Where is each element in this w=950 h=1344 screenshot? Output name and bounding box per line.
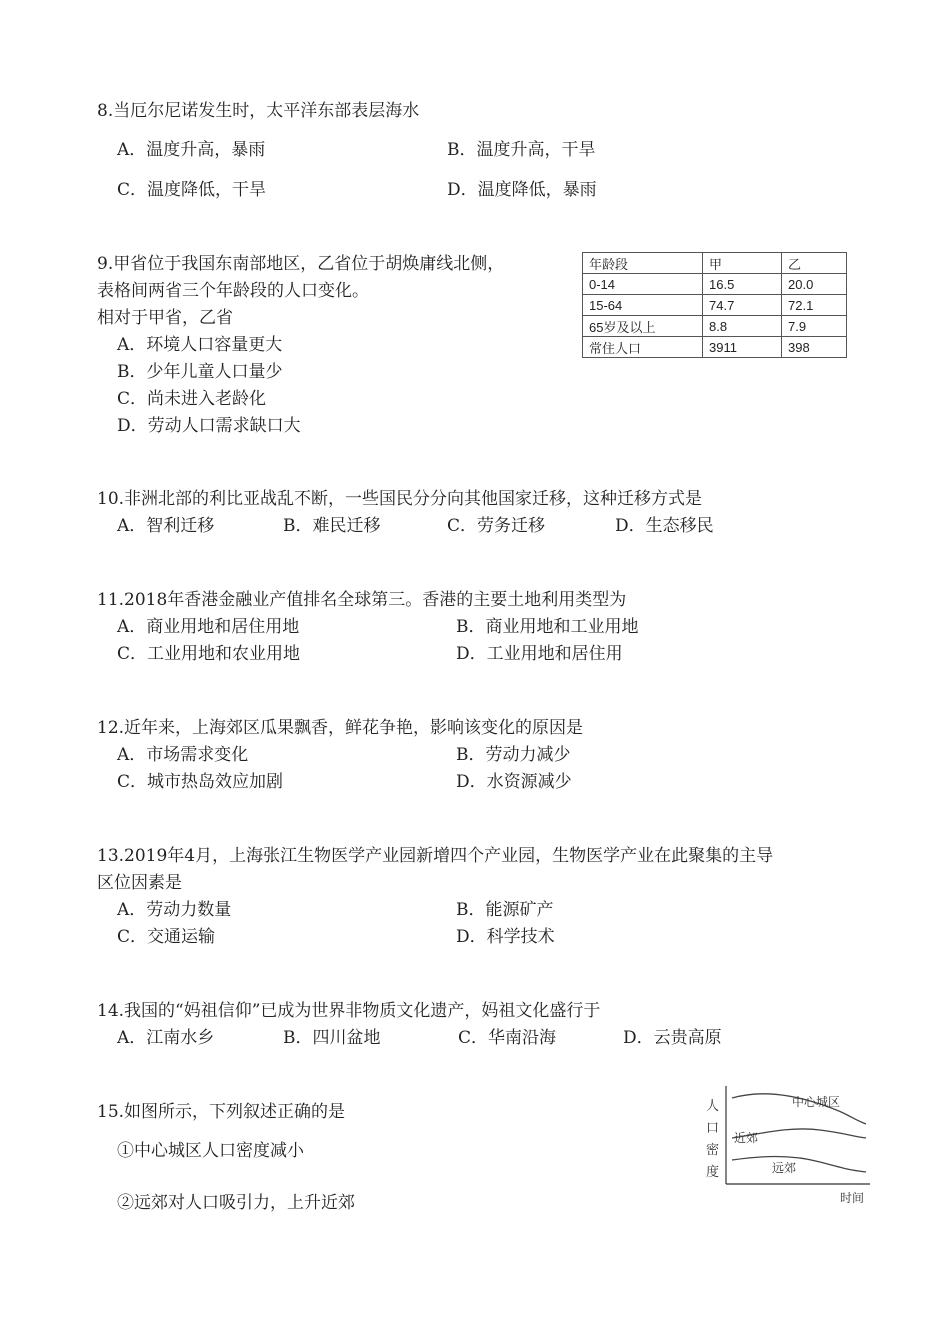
q8-stem: 8.当厄尔尼诺发生时，太平洋东部表层海水: [97, 101, 420, 121]
table-header-cell: 乙: [782, 253, 847, 274]
q13-stem-line2: 区位因素是: [97, 873, 182, 893]
far-suburb-label: 远郊: [772, 1161, 797, 1175]
y-label-char: 密: [706, 1143, 720, 1158]
q12-option-a[interactable]: A．市场需求变化: [117, 745, 249, 765]
q11-option-d[interactable]: D．工业用地和居住用: [456, 644, 623, 664]
q10-option-a[interactable]: A．智利迁移: [117, 516, 215, 536]
x-axis-label: 时间: [840, 1191, 865, 1205]
q15-item-2: ②远郊对人口吸引力，上升近郊: [117, 1193, 355, 1213]
table-header-cell: 年龄段: [583, 253, 703, 274]
central-city-label: 中心城区: [792, 1095, 841, 1109]
table-cell: 72.1: [782, 295, 847, 316]
q14-option-d[interactable]: D．云贵高原: [623, 1028, 722, 1048]
table-row: [583, 316, 847, 337]
table-cell: 常住人口: [583, 337, 703, 358]
table-cell: 74.7: [703, 295, 782, 316]
q15-population-density-graph: [700, 1076, 890, 1216]
q14-option-b[interactable]: B．四川盆地: [283, 1028, 381, 1048]
q11-stem: 11.2018年香港金融业产值排名全球第三。香港的主要土地利用类型为: [97, 590, 627, 610]
q12-option-b[interactable]: B．劳动力减少: [456, 745, 571, 765]
q12-option-d[interactable]: D．水资源减少: [456, 772, 572, 792]
q9-stem-line1: 9.甲省位于我国东南部地区，乙省位于胡焕庸线北侧，: [97, 254, 505, 274]
table-cell: 16.5: [703, 274, 782, 295]
q8-option-b[interactable]: B．温度升高，干旱: [447, 140, 596, 160]
y-label-char: 度: [706, 1165, 720, 1180]
q11-option-a[interactable]: A．商业用地和居住用地: [117, 617, 300, 637]
q10-option-c[interactable]: C．劳务迁移: [447, 516, 546, 536]
q13-option-b[interactable]: B．能源矿产: [456, 900, 554, 920]
q8-option-c[interactable]: C．温度降低，干旱: [117, 180, 267, 200]
q12-option-c[interactable]: C．城市热岛效应加剧: [117, 772, 284, 792]
q13-stem-line1: 13.2019年4月，上海张江生物医学产业园新增四个产业园，生物医学产业在此聚集的主导: [97, 846, 774, 866]
table-cell: 20.0: [782, 274, 847, 295]
table-cell: 15-64: [583, 295, 703, 316]
table-header-cell: 甲: [703, 253, 782, 274]
table-cell: 8.8: [703, 316, 782, 337]
q9-stem-line2: 表格间两省三个年龄段的人口变化。: [97, 281, 369, 301]
table-cell: 7.9: [782, 316, 847, 337]
q12-stem: 12.近年来，上海郊区瓜果飘香，鲜花争艳，影响该变化的原因是: [97, 718, 584, 738]
table-cell: 0-14: [583, 274, 703, 295]
q14-option-c[interactable]: C．华南沿海: [458, 1028, 557, 1048]
q15-item-1: ①中心城区人口密度减小: [117, 1141, 304, 1161]
q13-option-a[interactable]: A．劳动力数量: [117, 900, 232, 920]
q11-option-b[interactable]: B．商业用地和工业用地: [456, 617, 639, 637]
q15-stem: 15.如图所示，下列叙述正确的是: [97, 1102, 346, 1122]
q9-stem-line3: 相对于甲省，乙省: [97, 308, 233, 328]
q13-option-d[interactable]: D．科学技术: [456, 927, 555, 947]
far-suburb-curve: [732, 1157, 866, 1173]
q9-option-b[interactable]: B．少年儿童人口量少: [117, 362, 283, 382]
q13-option-c[interactable]: C．交通运输: [117, 927, 216, 947]
table-cell: 65岁及以上: [583, 316, 703, 337]
q14-option-a[interactable]: A．江南水乡: [117, 1028, 215, 1048]
table-row: [583, 295, 847, 316]
q10-stem: 10.非洲北部的利比亚战乱不断，一些国民分分向其他国家迁移，这种迁移方式是: [97, 489, 703, 509]
near-suburb-label: 近郊: [734, 1131, 759, 1145]
q9-option-d[interactable]: D．劳动人口需求缺口大: [117, 416, 301, 436]
q8-option-a[interactable]: A．温度升高，暴雨: [117, 140, 266, 160]
q10-option-d[interactable]: D．生态移民: [615, 516, 714, 536]
table-cell: 398: [782, 337, 847, 358]
table-header-row: [583, 253, 847, 274]
table-row: [583, 274, 847, 295]
q8-option-d[interactable]: D．温度降低，暴雨: [447, 180, 597, 200]
q9-population-table: [582, 252, 847, 358]
table-row: [583, 337, 847, 358]
table-cell: 3911: [703, 337, 782, 358]
q9-option-a[interactable]: A．环境人口容量更大: [117, 335, 283, 355]
q9-option-c[interactable]: C．尚未进入老龄化: [117, 389, 267, 409]
q11-option-c[interactable]: C．工业用地和农业用地: [117, 644, 301, 664]
q10-option-b[interactable]: B．难民迁移: [283, 516, 381, 536]
q14-stem: 14.我国的“妈祖信仰”已成为世界非物质文化遗产，妈祖文化盛行于: [97, 1001, 601, 1021]
y-label-char: 口: [706, 1121, 720, 1136]
y-label-char: 人: [706, 1099, 720, 1114]
